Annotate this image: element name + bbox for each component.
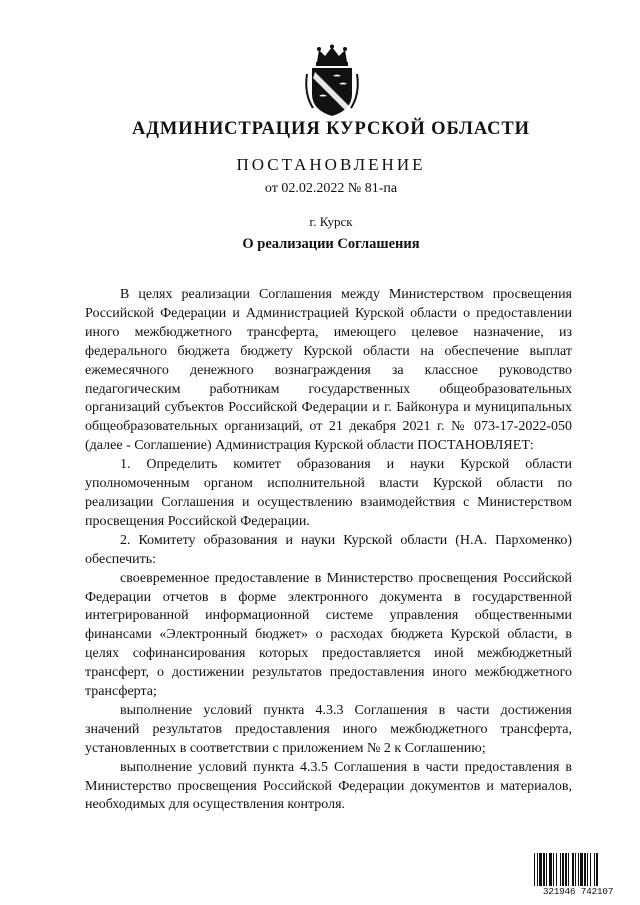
document-title: О реализации Соглашения xyxy=(242,236,420,252)
barcode-bar xyxy=(575,853,576,886)
barcode-bar xyxy=(537,853,538,886)
barcode-bar xyxy=(543,853,545,886)
barcode-bar xyxy=(534,853,535,886)
document-date-number: от 02.02.2022 № 81-па xyxy=(264,181,398,196)
document-type: ПОСТАНОВЛЕНИЕ xyxy=(236,155,426,174)
barcode-bar xyxy=(568,853,569,886)
barcode-bar xyxy=(587,853,588,886)
barcode-bar xyxy=(556,853,557,886)
organization-name: АДМИНИСТРАЦИЯ КУРСКОЙ ОБЛАСТИ xyxy=(132,119,530,139)
barcode-bar xyxy=(594,853,595,886)
body-paragraph: В целях реализации Соглашения между Министерством просвещения Российской Федерации и Администрацией Курской области о предоставлении иного межбюджетного трансферта, имеющего целевое назначение, из федерального бюджета бюджету Курской области на обеспечение выплат ежемесячного денежного вознаграждения за классное руководство педагогическим работникам государственных общеобразовательных организаций субъектов Российской Федерации и г. Байконура и муниципальных общеобразовательных организаций, от 21 декабря 2021 г. № 073-17-2022-050 (далее - Соглашение) Администрация Курской области ПОСТАНОВЛЯЕТ: xyxy=(85,287,572,454)
barcode-number: 321946 742107 xyxy=(542,886,614,897)
kursk-coat-of-arms-icon xyxy=(303,44,361,118)
barcode-bar xyxy=(539,853,542,886)
barcode-bar xyxy=(572,853,574,886)
barcode-bar xyxy=(580,853,583,886)
barcode xyxy=(533,853,623,897)
body-paragraph: выполнение условий пункта 4.3.5 Соглашения в части предоставления в Министерство просвещения Российской Федерации документов и материалов, необходимых для осуществления контроля. xyxy=(85,759,572,813)
barcode-bar xyxy=(584,853,586,886)
barcode-bars xyxy=(533,853,623,886)
barcode-bar xyxy=(560,853,561,886)
barcode-bar xyxy=(578,853,579,886)
barcode-bar xyxy=(596,853,598,886)
barcode-bar xyxy=(546,853,547,886)
barcode-bar xyxy=(565,853,567,886)
body-paragraph: 2. Комитету образования и науки Курской области (Н.А. Пархоменко) обеспечить: xyxy=(85,532,572,567)
body-paragraph: своевременное предоставление в Министерство просвещения Российской Федерации отчетов в форме электронного документа в государственной интегрированной информационной системе управления общественными финансами «Электронный бюджет» о расходах бюджета Курской области, в целях софинансирования которых предоставляется иной межбюджетный трансферт, о достижении результатов предоставления иного межбюджетного трансферта; xyxy=(85,570,572,700)
document-city: г. Курск xyxy=(309,214,353,229)
barcode-bar xyxy=(553,853,554,886)
body-paragraph: 1. Определить комитет образования и науки Курской области уполномоченным органом исполнительной власти Курской области по реализации Соглашения и осуществлению взаимодействия с Министерством просвещения Российской Федерации. xyxy=(85,457,572,529)
body-paragraph: выполнение условий пункта 4.3.3 Соглашения в части достижения значений результатов предоставления иного межбюджетного трансферта, установленных в соответствии с приложением № 2 к Соглашению; xyxy=(85,702,572,756)
barcode-bar xyxy=(590,853,591,886)
barcode-bar xyxy=(549,853,552,886)
barcode-bar xyxy=(562,853,564,886)
document-body xyxy=(85,286,572,815)
